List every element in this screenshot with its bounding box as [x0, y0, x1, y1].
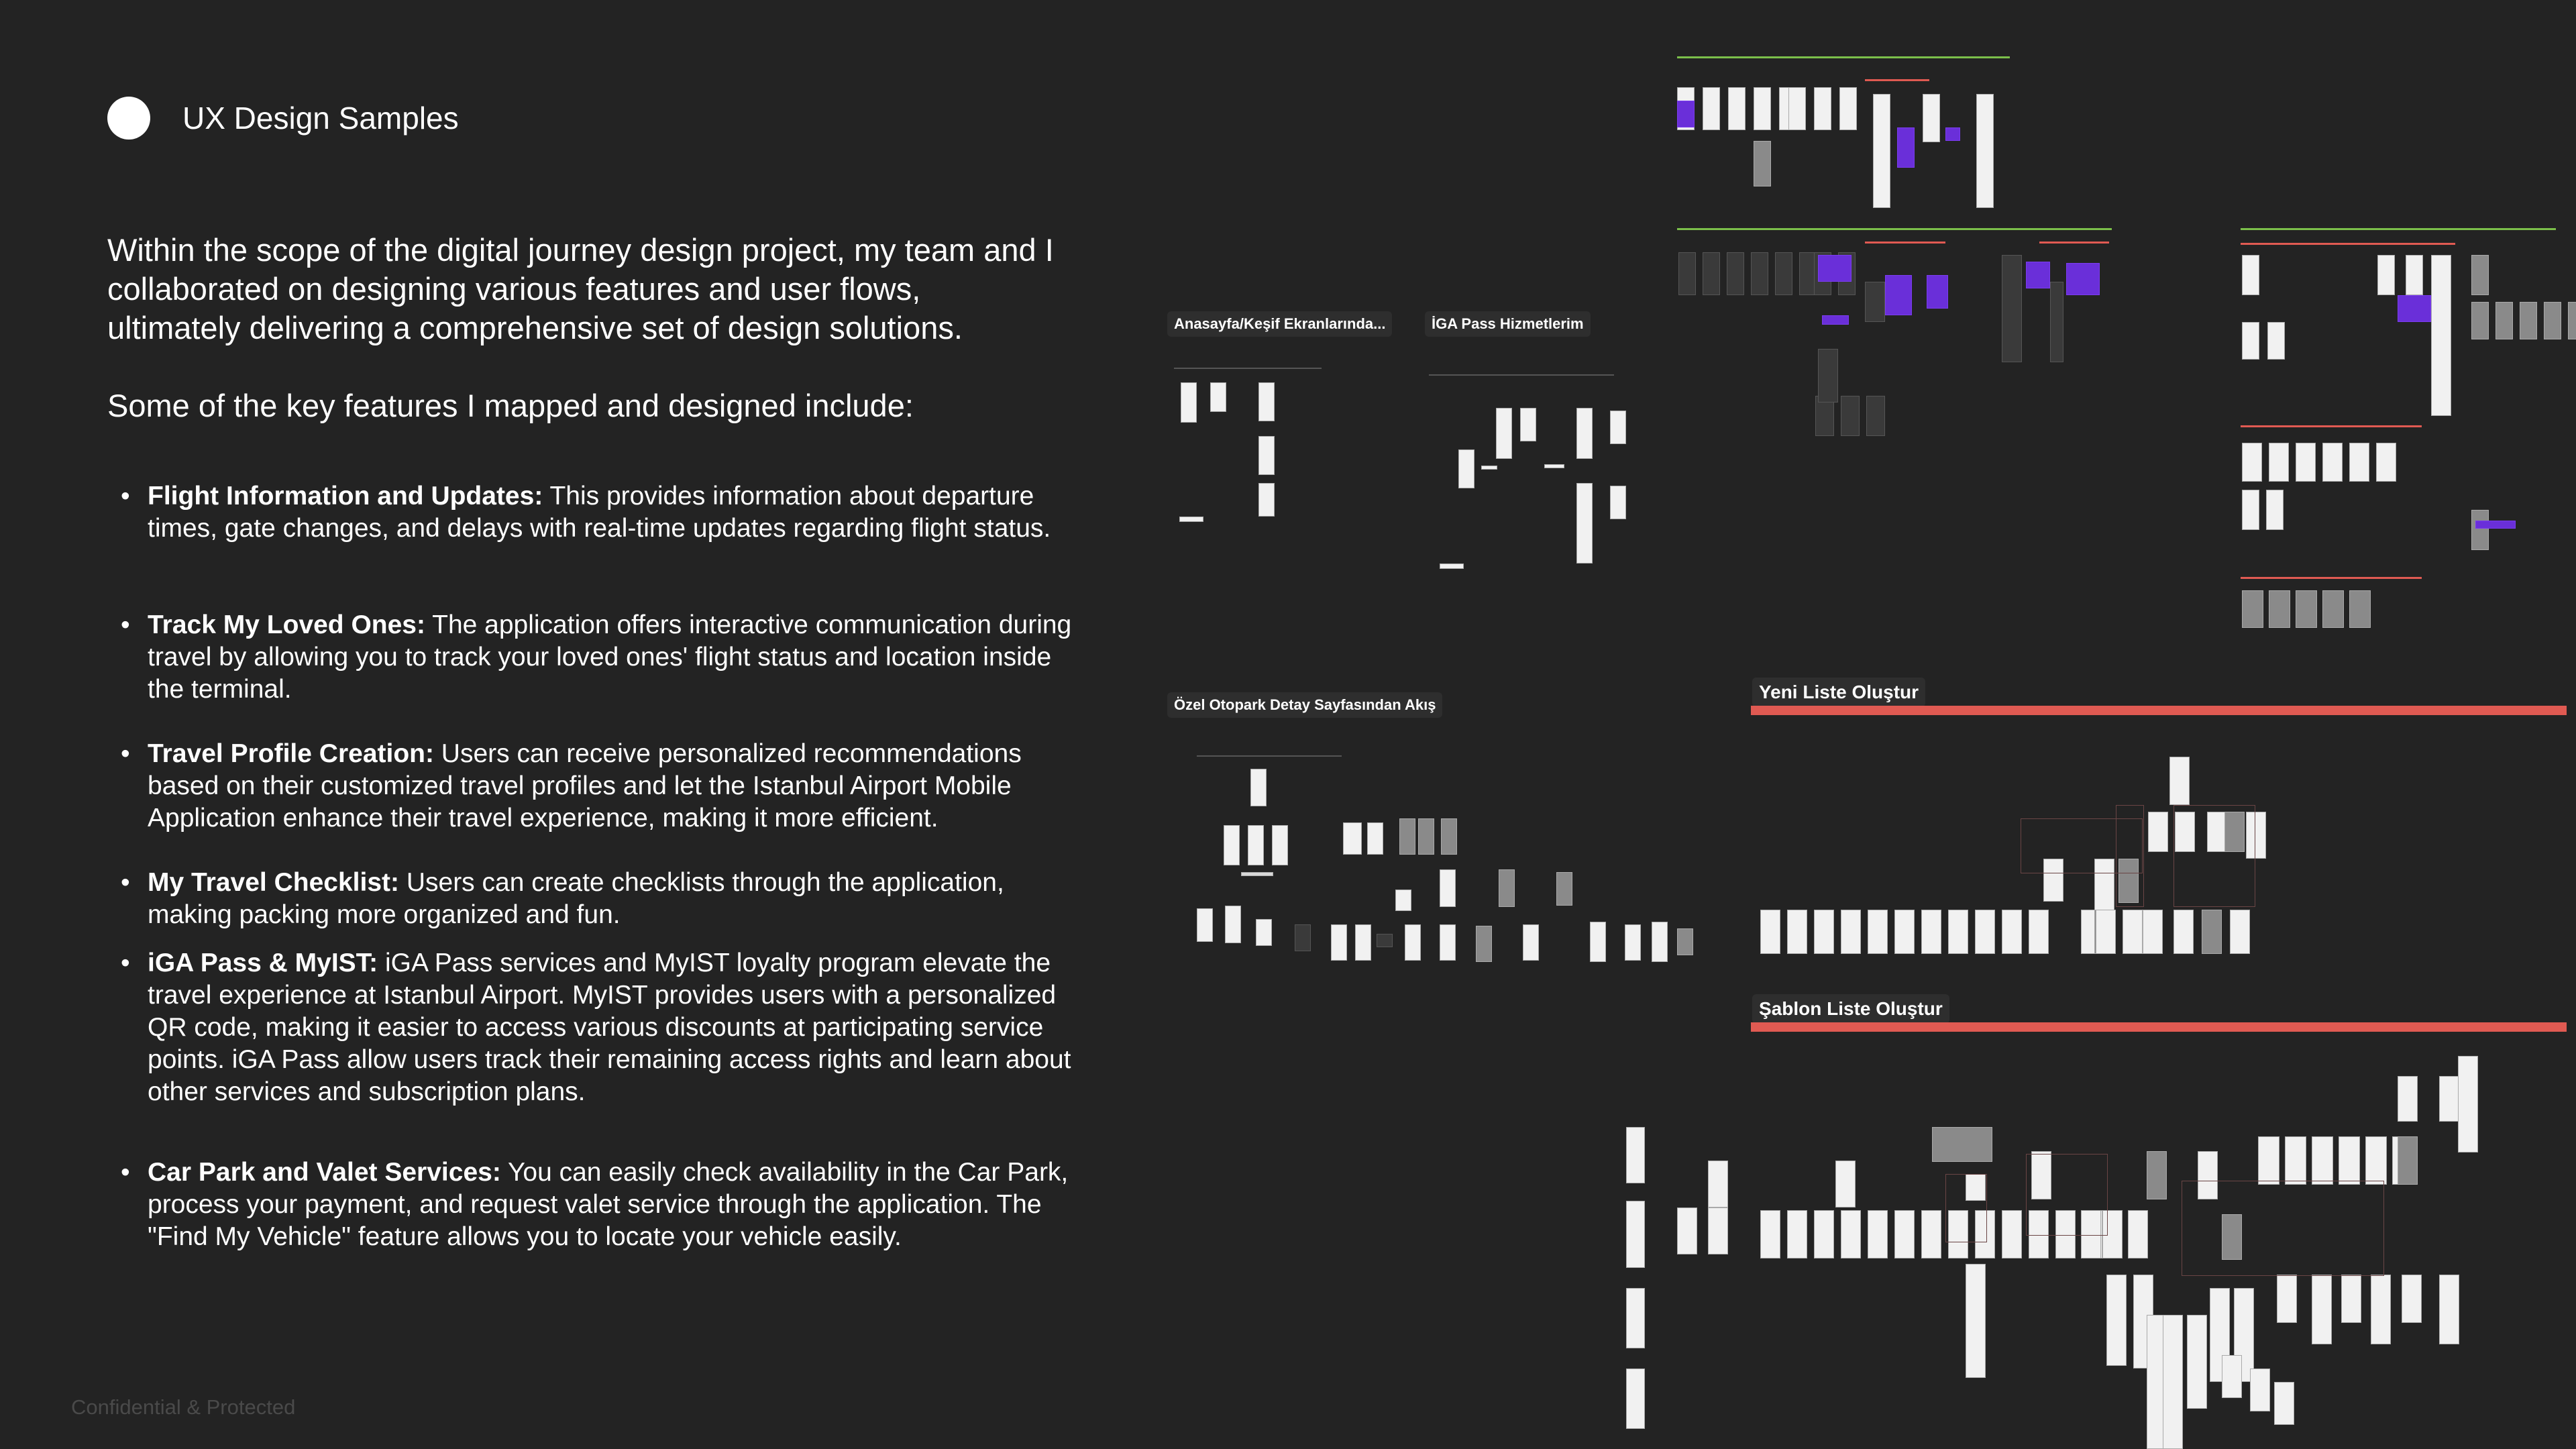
- feature-text: The application offers interactive communication during travel by allowing you to track your loved ones' flight status and location inside the terminal.: [148, 610, 1072, 704]
- feature-name: My Travel Checklist:: [148, 868, 399, 897]
- feature-text: You can easily check availability in the Car Park, process your payment, and request valet service through the application. The "Find My Vehicle" feature allows you to locate your vehicle easily.: [148, 1158, 1069, 1251]
- feature-name: Track My Loved Ones:: [148, 610, 425, 639]
- screen-thumbnail: [1966, 1264, 1986, 1378]
- screen-thumbnail: [2002, 1210, 2022, 1258]
- section-title-anasayfa: Anasayfa/Keşif Ekranlarında...: [1167, 311, 1392, 337]
- feature-text: This provides information about departure times, gate changes, and delays with real-time updates regarding flight status.: [148, 482, 1051, 543]
- screen-thumbnail: [1610, 486, 1626, 519]
- screen-thumbnail: [2274, 1382, 2294, 1425]
- screen-thumbnail: [1865, 282, 1885, 322]
- screen-thumbnail: [2341, 1275, 2361, 1323]
- screen-thumbnail: [1610, 411, 1626, 444]
- section-title-sablon-liste: Şablon Liste Oluştur: [1752, 994, 1949, 1024]
- screen-thumbnail: [1331, 924, 1347, 961]
- screen-thumbnail: [2277, 1275, 2297, 1323]
- screen-thumbnail: [2066, 263, 2100, 295]
- screen-thumbnail: [1708, 1208, 1728, 1254]
- screen-thumbnail: [1814, 87, 1831, 130]
- screen-thumbnail: [1499, 869, 1515, 907]
- feature-name: iGA Pass & MyIST:: [148, 949, 378, 977]
- screen-thumbnail: [1760, 910, 1780, 954]
- screen-thumbnail: [1835, 1161, 1856, 1208]
- screen-thumbnail: [1652, 922, 1668, 962]
- screen-thumbnail: [2096, 910, 2116, 954]
- screen-thumbnail: [2458, 1056, 2478, 1152]
- screen-thumbnail: [2106, 1275, 2127, 1366]
- screen-thumbnail: [1418, 818, 1434, 855]
- flow-divider: [1677, 228, 2112, 230]
- screen-thumbnail: [2267, 322, 2285, 360]
- screen-thumbnail: [1590, 922, 1606, 962]
- screen-thumbnail: [1945, 127, 1960, 141]
- screen-thumbnail: [1295, 924, 1311, 951]
- screen-thumbnail: [2242, 255, 2259, 295]
- screen-thumbnail: [2296, 443, 2316, 482]
- design-canvas: [1140, 0, 2576, 1449]
- screen-thumbnail: [2242, 322, 2259, 360]
- screen-thumbnail: [1788, 87, 1806, 130]
- flow-divider: [1174, 368, 1322, 369]
- screen-thumbnail: [1258, 436, 1275, 475]
- screen-thumbnail: [1708, 1161, 1728, 1208]
- screen-thumbnail: [2250, 1368, 2270, 1411]
- feature-item: [148, 1157, 1087, 1253]
- bullet-dot-icon: [107, 97, 150, 140]
- screen-thumbnail: [1839, 87, 1857, 130]
- feature-item: [148, 738, 1087, 835]
- screen-thumbnail: [2376, 443, 2396, 482]
- screen-thumbnail: [1224, 825, 1240, 865]
- screen-thumbnail: [2544, 302, 2561, 339]
- screen-thumbnail: [2475, 521, 2516, 529]
- screen-thumbnail: [1868, 1210, 1888, 1258]
- screen-thumbnail: [2371, 1275, 2391, 1344]
- screen-thumbnail: [1814, 1210, 1834, 1258]
- screen-thumbnail: [1576, 483, 1593, 564]
- screen-thumbnail: [2002, 910, 2022, 954]
- screen-thumbnail: [1626, 1201, 1645, 1268]
- screen-thumbnail: [2312, 1136, 2333, 1185]
- screen-thumbnail: [2242, 590, 2263, 628]
- screen-thumbnail: [1576, 408, 1593, 459]
- screen-thumbnail: [1727, 252, 1744, 295]
- screen-thumbnail: [1405, 924, 1421, 961]
- flow-divider: [2241, 243, 2455, 245]
- screen-thumbnail: [1873, 94, 1890, 208]
- screen-thumbnail: [1897, 127, 1915, 168]
- screen-thumbnail: [2050, 282, 2063, 362]
- screen-thumbnail: [1440, 869, 1456, 907]
- intro-lead: Some of the key features I mapped and designed include:: [107, 388, 914, 423]
- screen-thumbnail: [1894, 1210, 1915, 1258]
- screen-thumbnail: [1976, 94, 1994, 208]
- screen-thumbnail: [1225, 906, 1241, 943]
- section-title-otopark: Özel Otopark Detay Sayfasından Akış: [1167, 692, 1442, 718]
- feature-name: Car Park and Valet Services:: [148, 1158, 501, 1187]
- flow-connector: [2026, 1154, 2108, 1236]
- screen-thumbnail: [1441, 818, 1457, 855]
- feature-item: [148, 480, 1087, 545]
- screen-thumbnail: [1760, 1210, 1780, 1258]
- screen-thumbnail: [1625, 924, 1641, 961]
- screen-thumbnail: [1440, 924, 1456, 961]
- screen-thumbnail: [2471, 302, 2489, 339]
- flow-divider: [1197, 755, 1342, 757]
- feature-text: Users can receive personalized recommendations based on their customized travel profiles and let the Istanbul Airport Mobile Application enhance their travel experience, making it more efficient.: [148, 739, 1022, 833]
- screen-thumbnail: [1395, 890, 1411, 911]
- screen-thumbnail: [1677, 101, 1695, 127]
- screen-thumbnail: [2296, 590, 2317, 628]
- screen-thumbnail: [2568, 302, 2576, 339]
- flow-connector: [2116, 805, 2144, 907]
- screen-thumbnail: [2496, 302, 2513, 339]
- screen-thumbnail: [2128, 1210, 2148, 1258]
- screen-thumbnail: [1703, 87, 1720, 130]
- screen-thumbnail: [1496, 408, 1512, 459]
- flow-divider: [2039, 241, 2109, 244]
- screen-thumbnail: [1818, 255, 1851, 282]
- section-title-igapass: İGA Pass Hizmetlerim: [1425, 311, 1591, 337]
- screen-thumbnail: [2398, 1136, 2418, 1185]
- screen-thumbnail: [2322, 590, 2344, 628]
- screen-thumbnail: [1923, 94, 1940, 142]
- screen-thumbnail: [1894, 910, 1915, 954]
- screen-thumbnail: [1677, 928, 1693, 955]
- screen-thumbnail: [2269, 590, 2290, 628]
- flow-divider: [2241, 228, 2556, 230]
- flow-connector: [1945, 1174, 1987, 1242]
- section-title-yeni-liste: Yeni Liste Oluştur: [1752, 678, 1925, 707]
- screen-thumbnail: [1520, 408, 1536, 441]
- screen-thumbnail: [1258, 483, 1275, 517]
- screen-thumbnail: [1932, 1127, 1992, 1162]
- screen-thumbnail: [2202, 910, 2222, 954]
- screen-thumbnail: [1440, 564, 1464, 569]
- screen-thumbnail: [2123, 910, 2143, 954]
- screen-thumbnail: [1677, 1208, 1697, 1254]
- screen-thumbnail: [2398, 295, 2431, 322]
- screen-thumbnail: [1179, 517, 1203, 522]
- screen-thumbnail: [1775, 252, 1792, 295]
- screen-thumbnail: [1754, 87, 1771, 130]
- flow-divider: [2241, 425, 2422, 427]
- screen-thumbnail: [2439, 1275, 2459, 1344]
- screen-thumbnail: [1841, 396, 1860, 436]
- feature-item: [148, 947, 1087, 1108]
- flow-divider: [1677, 56, 2010, 58]
- screen-thumbnail: [2002, 255, 2022, 362]
- screen-thumbnail: [1197, 908, 1213, 942]
- screen-thumbnail: [2471, 255, 2489, 295]
- confidential-note: Confidential & Protected: [71, 1395, 296, 1419]
- feature-name: Travel Profile Creation:: [148, 739, 434, 768]
- flow-divider: [1865, 241, 1945, 244]
- screen-thumbnail: [2029, 910, 2049, 954]
- screen-thumbnail: [2222, 1355, 2242, 1398]
- screen-thumbnail: [2339, 1136, 2360, 1185]
- screen-thumbnail: [2242, 490, 2259, 530]
- screen-thumbnail: [1248, 825, 1264, 865]
- screen-thumbnail: [1377, 934, 1393, 947]
- screen-thumbnail: [2285, 1136, 2306, 1185]
- screen-thumbnail: [1678, 252, 1696, 295]
- screen-thumbnail: [1458, 449, 1474, 488]
- screen-thumbnail: [2377, 255, 2395, 295]
- screen-thumbnail: [1921, 1210, 1941, 1258]
- flow-divider: [1429, 374, 1614, 376]
- screen-thumbnail: [1626, 1127, 1645, 1183]
- screen-thumbnail: [1626, 1368, 1645, 1429]
- screen-thumbnail: [1367, 822, 1383, 855]
- screen-thumbnail: [1866, 396, 1885, 436]
- screen-thumbnail: [1885, 275, 1912, 315]
- page-title: UX Design Samples: [182, 101, 459, 136]
- screen-thumbnail: [2266, 490, 2284, 530]
- screen-thumbnail: [1272, 825, 1288, 865]
- screen-thumbnail: [1754, 141, 1771, 186]
- section-divider: [1751, 706, 2567, 715]
- screen-thumbnail: [2230, 910, 2250, 954]
- screen-thumbnail: [2402, 1275, 2422, 1323]
- screen-thumbnail: [1728, 87, 1746, 130]
- screen-thumbnail: [2439, 1076, 2459, 1122]
- screen-thumbnail: [2258, 1136, 2279, 1185]
- screen-thumbnail: [2471, 510, 2489, 550]
- screen-thumbnail: [1181, 382, 1197, 423]
- screen-thumbnail: [2148, 812, 2168, 852]
- screen-thumbnail: [1544, 464, 1564, 468]
- screen-thumbnail: [1399, 818, 1415, 855]
- screen-thumbnail: [1476, 926, 1492, 962]
- screen-thumbnail: [1210, 382, 1226, 412]
- screen-thumbnail: [2365, 1136, 2387, 1185]
- screen-thumbnail: [2187, 1315, 2207, 1409]
- feature-item: [148, 867, 1087, 931]
- screen-thumbnail: [2406, 255, 2423, 295]
- screen-thumbnail: [1841, 910, 1861, 954]
- screen-thumbnail: [1250, 769, 1267, 806]
- section-divider: [1751, 1022, 2567, 1032]
- screen-thumbnail: [1626, 1288, 1645, 1348]
- screen-thumbnail: [1814, 910, 1834, 954]
- screen-thumbnail: [1948, 910, 1968, 954]
- screen-thumbnail: [2026, 262, 2050, 288]
- screen-thumbnail: [1256, 919, 1272, 946]
- screen-thumbnail: [1868, 910, 1888, 954]
- screen-thumbnail: [1241, 872, 1273, 876]
- flow-connector: [2174, 805, 2255, 907]
- screen-thumbnail: [2163, 1315, 2183, 1449]
- screen-thumbnail: [2322, 443, 2343, 482]
- screen-thumbnail: [2431, 255, 2451, 416]
- screen-thumbnail: [2312, 1275, 2332, 1344]
- screen-thumbnail: [1818, 349, 1838, 402]
- screen-thumbnail: [2174, 910, 2194, 954]
- screen-thumbnail: [1787, 1210, 1807, 1258]
- screen-thumbnail: [2349, 443, 2369, 482]
- text-panel: [0, 0, 1107, 1449]
- screen-thumbnail: [1927, 275, 1948, 309]
- screen-thumbnail: [1787, 910, 1807, 954]
- intro-paragraph: Within the scope of the digital journey design project, my team and I collaborated on designing various features and user flows, ultimately delivering a comprehensive set of design solutions.: [107, 232, 1054, 345]
- screen-thumbnail: [2520, 302, 2537, 339]
- screen-thumbnail: [1751, 252, 1768, 295]
- screen-thumbnail: [1703, 252, 1720, 295]
- flow-divider: [1865, 79, 1929, 81]
- screen-thumbnail: [1258, 382, 1275, 421]
- screen-thumbnail: [1481, 466, 1497, 470]
- screen-thumbnail: [1822, 315, 1849, 325]
- screen-thumbnail: [2242, 443, 2262, 482]
- feature-text: iGA Pass services and MyIST loyalty program elevate the travel experience at Istanbul Airport. MyIST provides users with a personalized QR code, making it easier to access various discounts at participating service points. iGA Pass allow users track their remaining access rights and learn about other services and subscription plans.: [148, 949, 1071, 1106]
- flow-divider: [2241, 577, 2422, 579]
- screen-thumbnail: [1841, 1210, 1861, 1258]
- screen-thumbnail: [1355, 924, 1371, 961]
- screen-thumbnail: [1975, 910, 1995, 954]
- feature-text: Users can create checklists through the application, making packing more organized and fun.: [148, 868, 1004, 929]
- flow-connector: [2182, 1181, 2384, 1276]
- screen-thumbnail: [2398, 1076, 2418, 1122]
- screen-thumbnail: [2147, 1151, 2167, 1199]
- screen-thumbnail: [1921, 910, 1941, 954]
- screen-thumbnail: [2269, 443, 2289, 482]
- screen-thumbnail: [1556, 872, 1572, 906]
- feature-item: [148, 609, 1087, 706]
- screen-thumbnail: [2169, 757, 2190, 805]
- screen-thumbnail: [1523, 924, 1539, 961]
- screen-thumbnail: [2143, 910, 2163, 954]
- feature-name: Flight Information and Updates:: [148, 482, 543, 511]
- screen-thumbnail: [1343, 822, 1362, 855]
- screen-thumbnail: [2349, 590, 2371, 628]
